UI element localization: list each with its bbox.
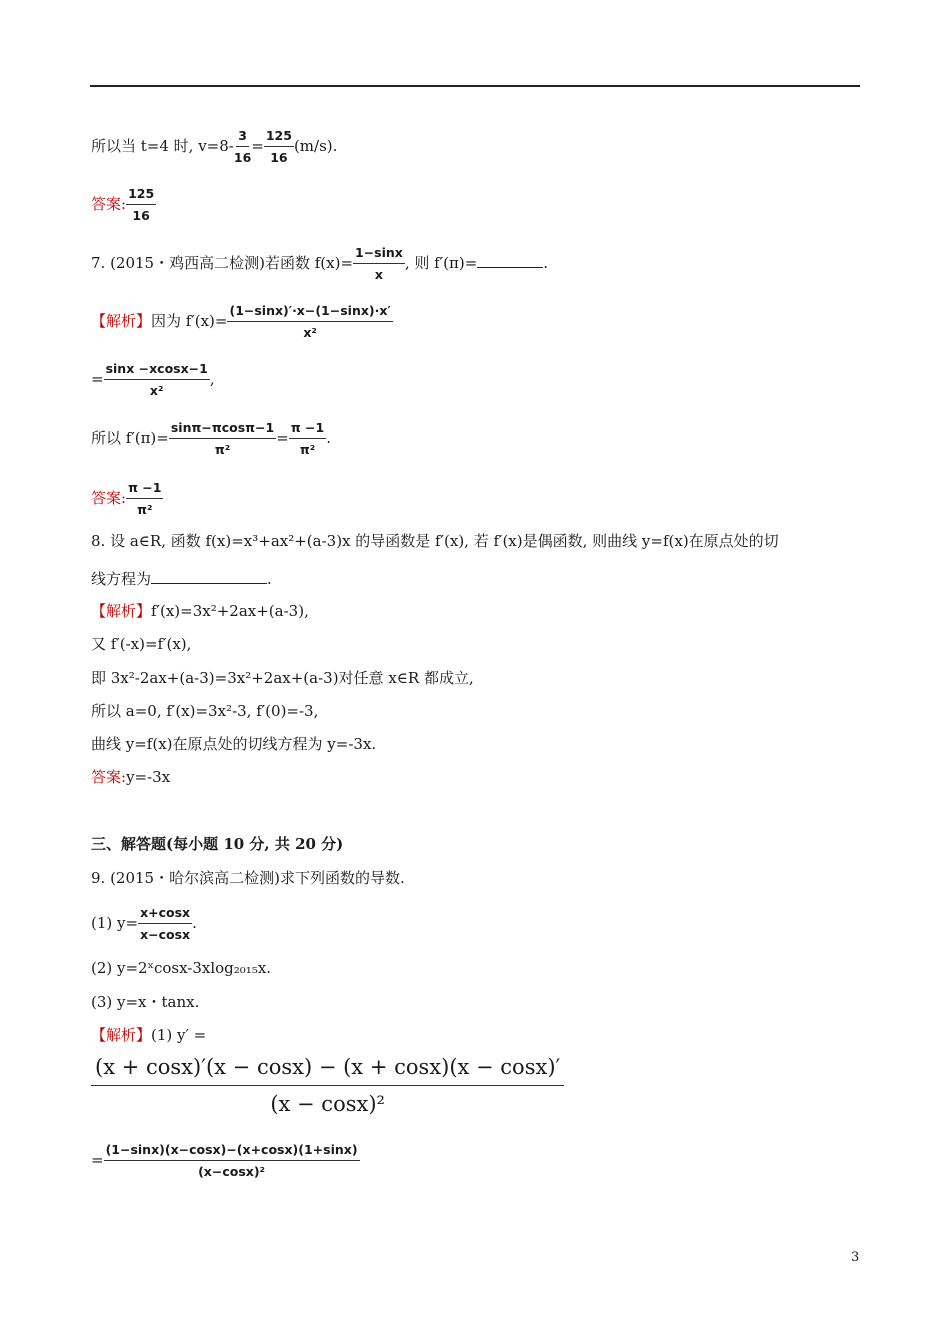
question-7: 7. (2015・鸡西高二检测)若函数 f(x)= $\frac{1-\sin x}{x}$ , 则 f′(π)= . (91, 245, 549, 282)
fraction: $\frac{3}{16}$ (233, 128, 252, 165)
question-9-part-2: (2) y=2ˣcosx-3xlog₂₀₁₅x. (91, 959, 272, 977)
fraction: $\frac{1-\sin x}{x}$ (355, 245, 403, 282)
fraction: $\frac{\pi -1}{\text{π²}}$ (128, 480, 162, 517)
solution-8-line-2: 又 f′(-x)=f′(x), (91, 635, 192, 653)
question-9-part-3: (3) y=x・tanx. (91, 993, 200, 1011)
section-heading: 三、解答题(每小题 10 分, 共 20 分) (91, 835, 344, 853)
solution-9-line-1: 【解析】(1) y′ = (91, 1026, 207, 1044)
question-8-line-1: 8. 设 a∈R, 函数 f(x)=x³+ax²+(a-3)x 的导函数是 f′(x), 若 f′(x)是偶函数, 则曲线 y=f(x)在原点处的切 (91, 532, 779, 550)
fraction: $\frac{125}{16}$ (265, 128, 292, 165)
header-rule (90, 85, 860, 87)
question-9-part-1: (1) y= $\frac{x+\cos x}{x-\cos x}$ . (91, 905, 197, 942)
answer-7: 答案: $\frac{\pi -1}{\text{π²}}$ (91, 480, 162, 517)
fraction: $\frac{\pi -1}{\text{π²}}$ (290, 420, 325, 457)
solution-8-line-3: 即 3x²-2ax+(a-3)=3x²+2ax+(a-3)对任意 x∈R 都成立, (91, 669, 474, 687)
answer-blank (477, 252, 543, 268)
fraction: $\frac{(1-\sin x)'\cdot x-(1-\sin x)\cdot x'}{\text{x²}}$ (229, 303, 391, 340)
fraction: $\frac{\sin x -xcosx-1}{\text{x²}}$ (105, 361, 208, 398)
page-number: 3 (851, 1250, 860, 1265)
answer-blank (151, 568, 267, 584)
solution-8-line-5: 曲线 y=f(x)在原点处的切线方程为 y=-3x. (91, 735, 377, 753)
answer-8: 答案:y=-3x (91, 768, 171, 786)
line-velocity: 所以当 t=4 时, v=8- $\frac{3}{16}$ = $\frac{125}{16}$ (m/s). (91, 128, 338, 165)
answer-1: 答案: $\frac{125}{16}$ (91, 186, 155, 223)
solution-8-line-1: 【解析】f′(x)=3x²+2ax+(a-3), (91, 602, 309, 620)
fraction: $\frac{\sin\pi-\pi\cos\pi-1}{\text{π²}}$ (170, 420, 275, 457)
solution-7-line-1: 【解析】因为 f′(x)= $\frac{(1-\sin x)'\cdot x-(1-\sin x)\cdot x'}{\text{x²}}$ (91, 303, 391, 340)
derivative-quotient-formula: (x + cosx)′(x − cosx) − (x + cosx)(x − cosx)′ (x − cosx)² (91, 1055, 564, 1116)
solution-9-line-2: = $\frac{(1-\sin x)(x-\cos x)-(x+\cos x)(1+\sin x)}{\text{(x−cosx)²}}$ (91, 1142, 358, 1179)
question-9: 9. (2015・哈尔滨高二检测)求下列函数的导数. (91, 869, 405, 887)
fraction: $\frac{x+\cos x}{x-\cos x}$ (140, 905, 191, 942)
solution-7-line-3: 所以 f′(π)= $\frac{\sin\pi-\pi\cos\pi-1}{\text{π²}}$ = $\frac{\pi -1}{\text{π²}}$ . (91, 420, 332, 457)
solution-8-line-4: 所以 a=0, f′(x)=3x²-3, f′(0)=-3, (91, 702, 319, 720)
solution-7-line-2: = $\frac{\sin x -xcosx-1}{\text{x²}}$ , (91, 361, 215, 398)
question-8-line-2: 线方程为 . (91, 570, 272, 588)
fraction: $\frac{(1-\sin x)(x-\cos x)-(x+\cos x)(1+\sin x)}{\text{(x−cosx)²}}$ (105, 1142, 358, 1179)
fraction: $\frac{125}{16}$ (128, 186, 155, 223)
